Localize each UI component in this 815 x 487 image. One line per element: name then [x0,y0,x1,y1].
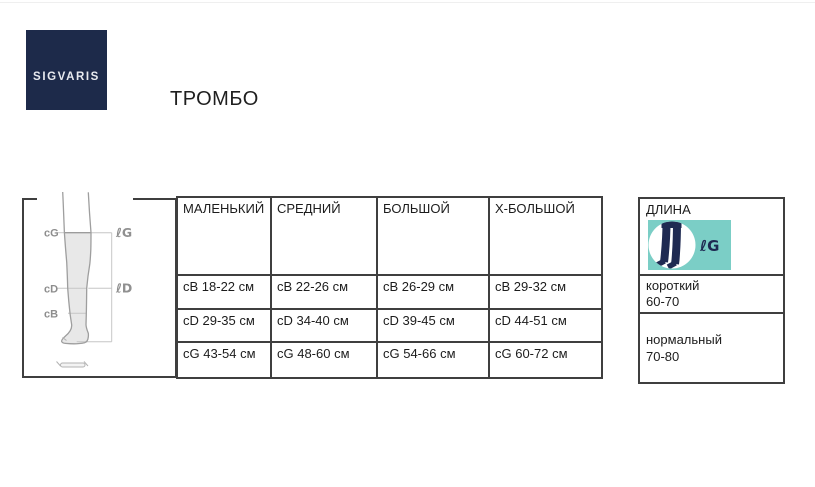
length-label-lG: ℓG [116,225,133,240]
length-table-header: ДЛИНА [646,202,691,217]
cell-cB-xlarge: cB 29-32 см [489,275,602,309]
page-title: ТРОМБО [170,88,259,110]
cell-cG-medium: cG 48-60 см [271,342,377,378]
length-table-header-row [639,198,784,275]
size-col-header-xlarge: Х-БОЛЬШОЙ [489,197,602,275]
size-table [176,196,603,379]
sigvaris-logo [26,30,107,110]
cell-cG-large: cG 54-66 см [377,342,489,378]
length-short-range: 60-70 [646,294,680,309]
cell-cD-xlarge: cD 44-51 см [489,309,602,342]
length-short-name: короткий [646,278,700,293]
cell-cG-xlarge: cG 60-72 см [489,342,602,378]
cell-cB-small: cB 18-22 см [177,275,271,309]
logo-text: SIGVARIS [33,71,100,83]
page-top-divider [0,2,815,3]
icon-length-label: ℓG [700,237,720,255]
girth-label-cG: cG [44,227,59,240]
table-row-cB [177,275,602,309]
length-table [638,197,785,384]
size-col-header-medium: СРЕДНИЙ [271,197,377,275]
girth-label-cD: cD [44,283,59,296]
cell-cD-medium: cD 34-40 см [271,309,377,342]
table-row-cD [177,309,602,342]
table-row-cG [177,342,602,378]
size-col-header-large: БОЛЬШОЙ [377,197,489,275]
cell-cB-large: cB 26-29 см [377,275,489,309]
leg-diagram-cell [22,198,177,378]
stocking-length-icon [648,220,731,270]
size-col-header-small: МАЛЕНЬКИЙ [177,197,271,275]
size-table-header-row [177,197,602,275]
length-row-normal [639,313,784,383]
cell-cD-large: cD 39-45 см [377,309,489,342]
length-normal-name: нормальный [646,332,722,347]
length-normal-range: 70-80 [646,349,680,364]
length-row-short [639,275,784,313]
girth-label-cB: cB [44,308,59,321]
cell-cB-medium: cB 22-26 см [271,275,377,309]
length-label-lD: ℓD [116,280,133,296]
cell-cG-small: cG 43-54 см [177,342,271,378]
cell-cD-small: cD 29-35 см [177,309,271,342]
